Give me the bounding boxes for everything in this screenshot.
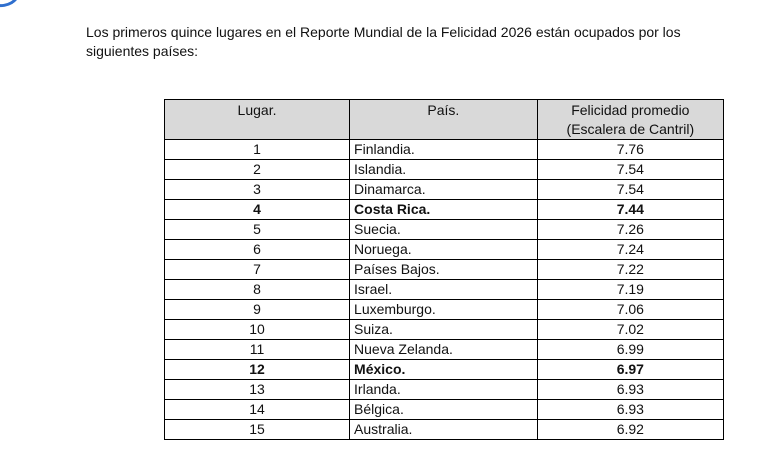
table-row bbox=[165, 280, 724, 300]
cell-country: Australia. bbox=[350, 420, 538, 440]
table-row bbox=[165, 200, 724, 220]
cell-country: Irlanda. bbox=[350, 380, 538, 400]
table-row bbox=[165, 360, 724, 380]
decorative-corner-arc bbox=[0, 0, 24, 10]
cell-score: 6.99 bbox=[537, 340, 723, 360]
table-row bbox=[165, 260, 724, 280]
cell-rank: 12 bbox=[165, 360, 350, 380]
happiness-ranking-table bbox=[164, 99, 724, 440]
cell-rank: 13 bbox=[165, 380, 350, 400]
cell-rank: 10 bbox=[165, 320, 350, 340]
cell-country: Israel. bbox=[350, 280, 538, 300]
cell-score: 6.97 bbox=[537, 360, 723, 380]
cell-score: 7.19 bbox=[537, 280, 723, 300]
cell-rank: 11 bbox=[165, 340, 350, 360]
cell-rank: 5 bbox=[165, 220, 350, 240]
cell-score: 7.06 bbox=[537, 300, 723, 320]
cell-country: Islandia. bbox=[350, 160, 538, 180]
cell-country: Suecia. bbox=[350, 220, 538, 240]
table-row bbox=[165, 400, 724, 420]
cell-score: 6.92 bbox=[537, 420, 723, 440]
table-row bbox=[165, 300, 724, 320]
table-header-row bbox=[165, 100, 724, 140]
cell-rank: 14 bbox=[165, 400, 350, 420]
table-row bbox=[165, 220, 724, 240]
table-row bbox=[165, 140, 724, 160]
table-row bbox=[165, 320, 724, 340]
cell-score: 7.54 bbox=[537, 160, 723, 180]
cell-score: 7.26 bbox=[537, 220, 723, 240]
cell-score: 7.02 bbox=[537, 320, 723, 340]
header-country: País. bbox=[350, 100, 538, 140]
table-row bbox=[165, 340, 724, 360]
table-row bbox=[165, 420, 724, 440]
header-score-line1: Felicidad promedio bbox=[571, 102, 690, 118]
cell-country: Costa Rica. bbox=[350, 200, 538, 220]
cell-country: Luxemburgo. bbox=[350, 300, 538, 320]
cell-rank: 6 bbox=[165, 240, 350, 260]
cell-score: 6.93 bbox=[537, 380, 723, 400]
cell-score: 7.24 bbox=[537, 240, 723, 260]
cell-score: 7.76 bbox=[537, 140, 723, 160]
intro-paragraph: Los primeros quince lugares en el Reporte Mundial de la Felicidad 2026 están ocupados por los siguientes países: bbox=[86, 24, 681, 59]
cell-country: Bélgica. bbox=[350, 400, 538, 420]
cell-rank: 1 bbox=[165, 140, 350, 160]
cell-score: 6.93 bbox=[537, 400, 723, 420]
table-row bbox=[165, 160, 724, 180]
cell-score: 7.54 bbox=[537, 180, 723, 200]
header-score-line2: (Escalera de Cantril) bbox=[566, 121, 695, 137]
cell-rank: 7 bbox=[165, 260, 350, 280]
cell-country: Noruega. bbox=[350, 240, 538, 260]
header-score bbox=[537, 100, 723, 140]
table-row bbox=[165, 240, 724, 260]
table-row bbox=[165, 380, 724, 400]
cell-country: Nueva Zelanda. bbox=[350, 340, 538, 360]
cell-country: Finlandia. bbox=[350, 140, 538, 160]
cell-score: 7.22 bbox=[537, 260, 723, 280]
cell-rank: 4 bbox=[165, 200, 350, 220]
cell-country: Suiza. bbox=[350, 320, 538, 340]
header-rank: Lugar. bbox=[165, 100, 350, 140]
cell-rank: 8 bbox=[165, 280, 350, 300]
cell-rank: 3 bbox=[165, 180, 350, 200]
cell-score: 7.44 bbox=[537, 200, 723, 220]
cell-country: Dinamarca. bbox=[350, 180, 538, 200]
cell-country: México. bbox=[350, 360, 538, 380]
cell-rank: 15 bbox=[165, 420, 350, 440]
table-row bbox=[165, 180, 724, 200]
cell-rank: 2 bbox=[165, 160, 350, 180]
cell-country: Países Bajos. bbox=[350, 260, 538, 280]
cell-rank: 9 bbox=[165, 300, 350, 320]
